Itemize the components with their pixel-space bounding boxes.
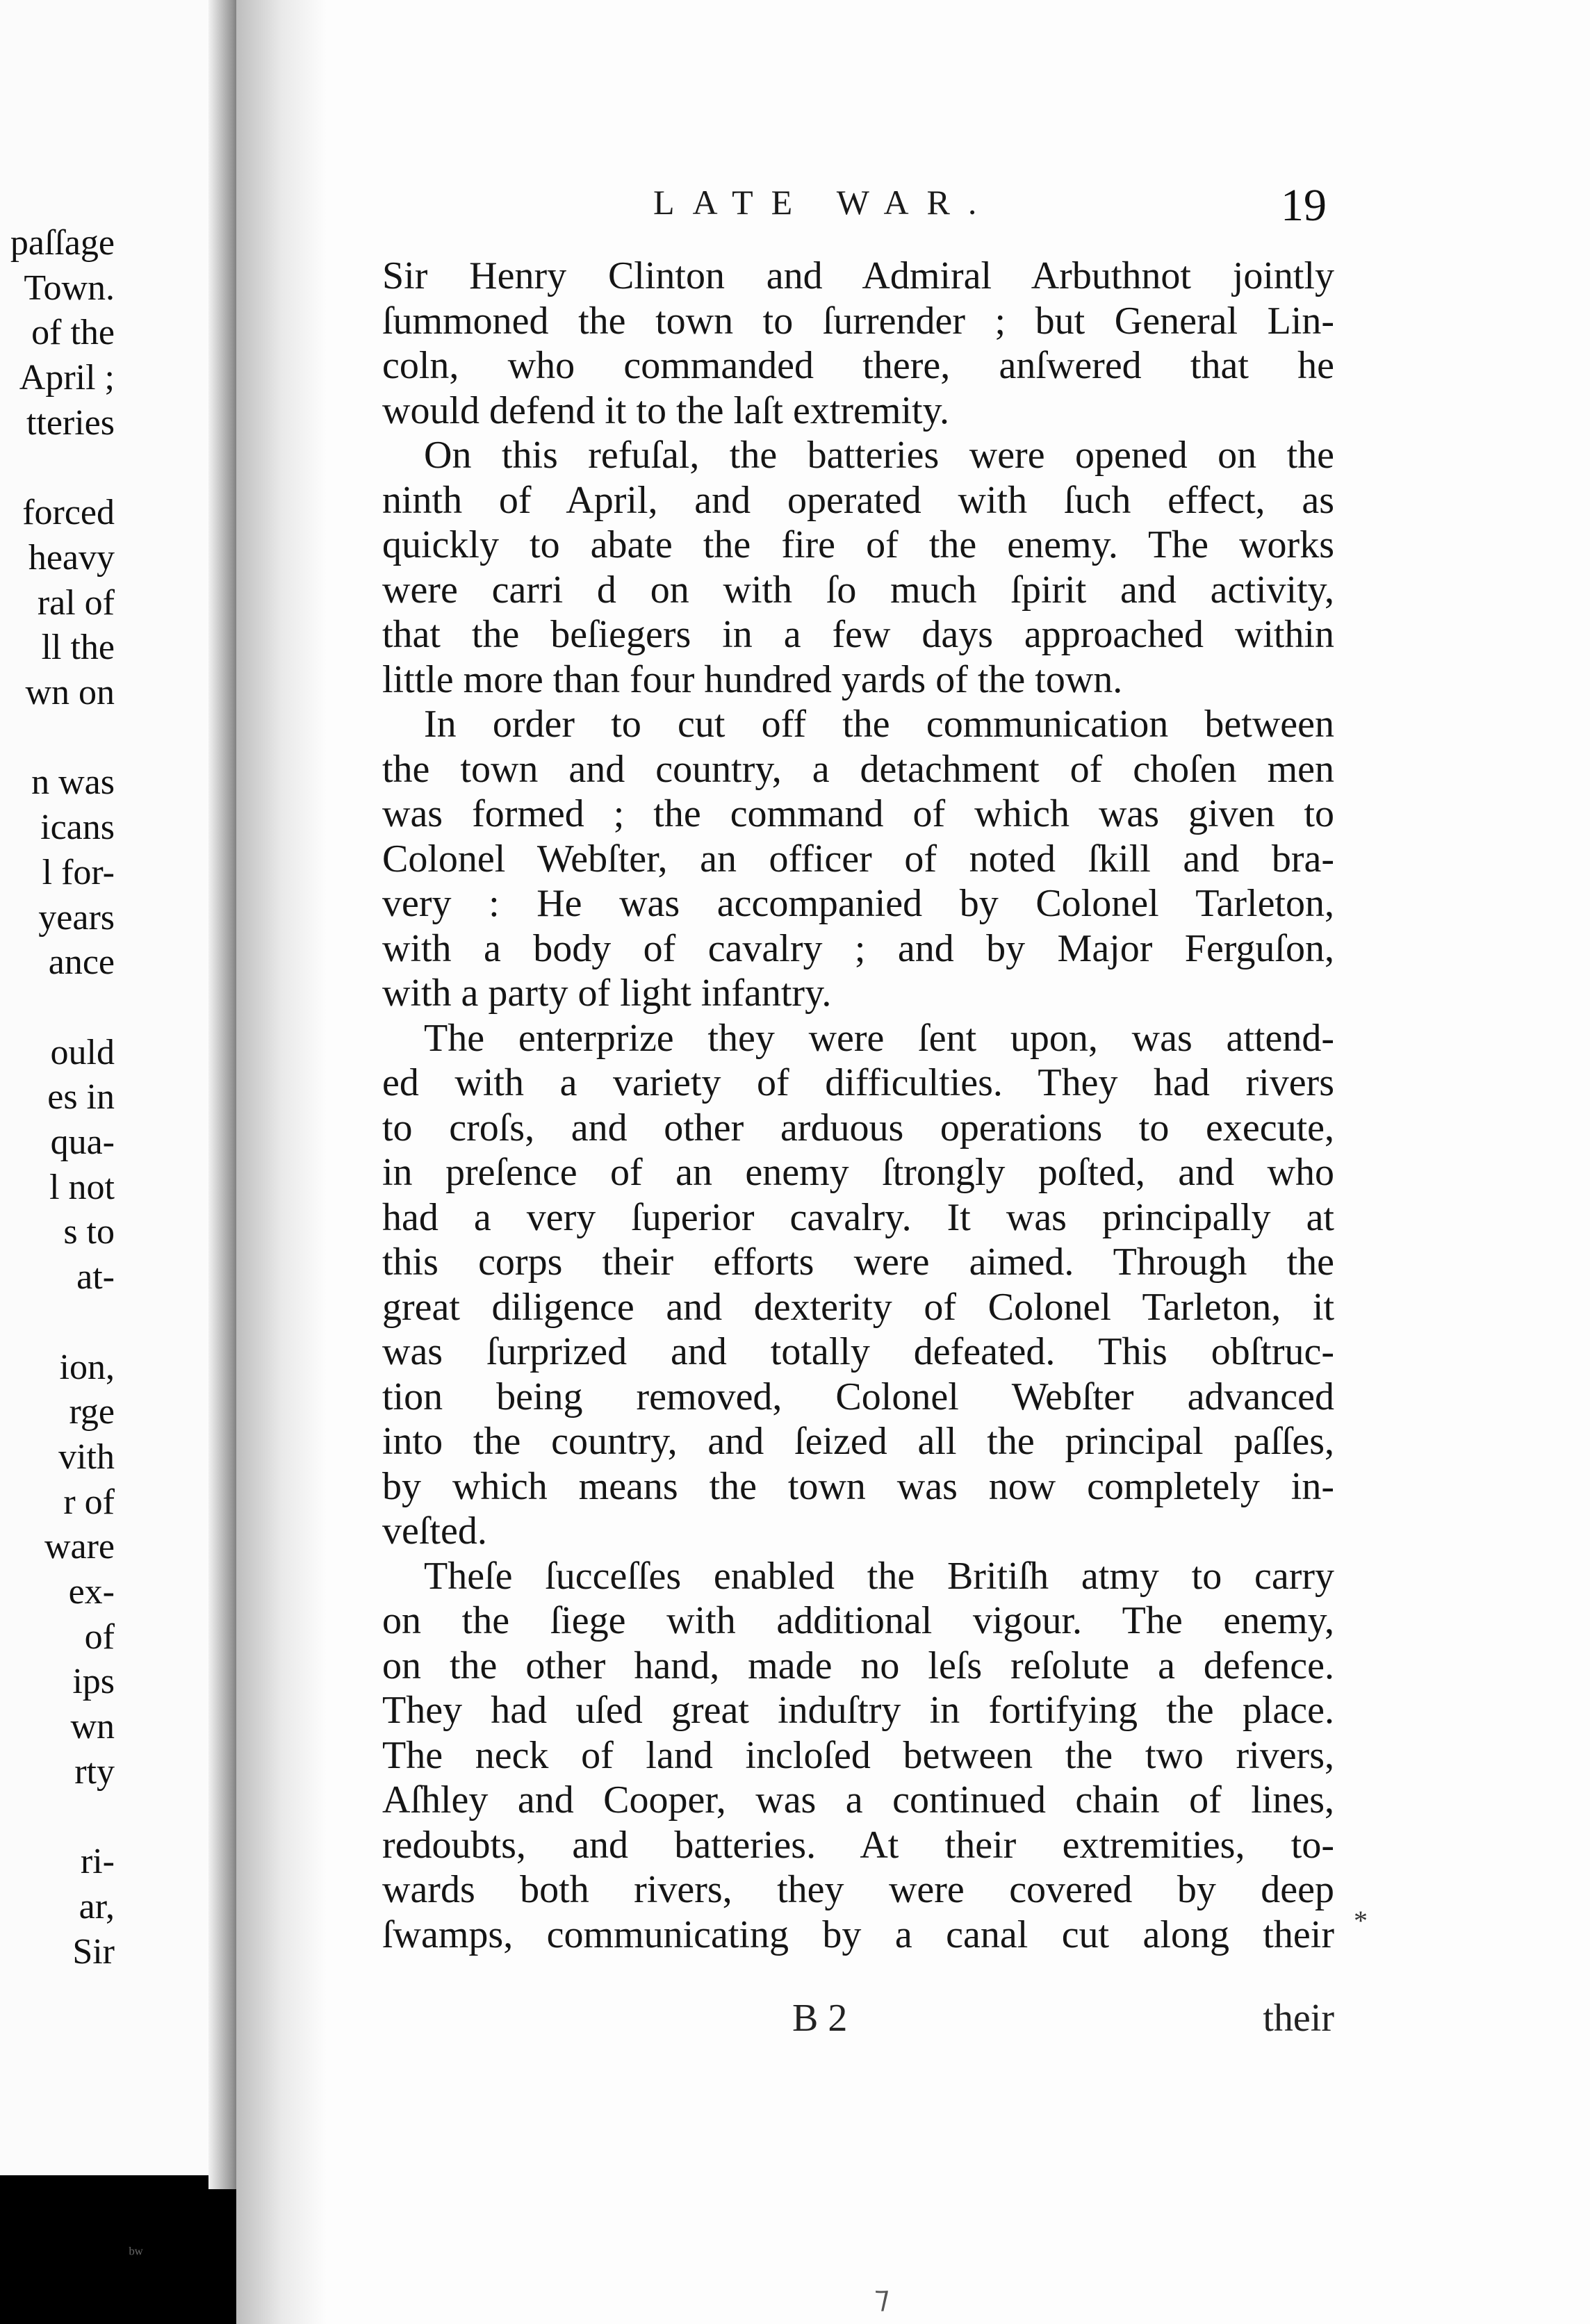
text-line: this corps their efforts were aimed. Through the	[382, 1241, 1334, 1284]
bottom-edge-mark: ⁊	[874, 2280, 890, 2314]
left-page-line-text: ar,	[79, 1886, 115, 1926]
text-line: by which means the town was now completely in-	[382, 1464, 1334, 1508]
left-page-line-text: qua-	[50, 1122, 115, 1162]
left-page-line-text: ould	[50, 1032, 115, 1072]
text-line: Aſhley and Cooper, was a continued chain of lines,	[382, 1778, 1334, 1822]
left-page-line-text: forced	[22, 493, 115, 533]
text-line: would defend it to the laſt extremity.	[382, 388, 949, 432]
text-line: in preſence of an enemy ſtrongly poſted, and who	[382, 1151, 1334, 1194]
left-page-line-text: ance	[48, 942, 115, 983]
left-page-line	[10, 221, 115, 265]
left-page-line	[25, 671, 115, 715]
left-page-line	[31, 760, 115, 805]
left-page-line-text: wn on	[25, 673, 115, 712]
text-line: They had uſed great induſtry in fortifying the place.	[382, 1689, 1334, 1732]
left-page-line-text: rge	[69, 1392, 115, 1432]
left-page-line	[51, 1120, 115, 1165]
binding-shadow	[236, 0, 327, 2324]
body-text	[382, 254, 1334, 1957]
left-page-line	[85, 1615, 115, 1660]
text-line: On this refuſal, the batteries were opened on the	[424, 434, 1334, 477]
left-page-line-text: vith	[58, 1437, 115, 1477]
left-page-line	[72, 1660, 115, 1704]
text-line: ninth of April, and operated with ſuch effect, as	[382, 478, 1334, 522]
left-page-line-text: years	[38, 897, 115, 938]
left-page-line-text: ips	[72, 1662, 115, 1702]
text-line: with a body of cavalry ; and by Major Ferguſon,	[382, 926, 1334, 970]
left-page-line-text: ral of	[37, 582, 115, 623]
text-line: tion being removed, Colonel Webſter advanced	[382, 1375, 1334, 1418]
left-page-line-text: heavy	[28, 537, 115, 578]
text-line: little more than four hundred yards of the town.	[382, 657, 1123, 701]
left-page-line	[76, 1255, 115, 1300]
signature-mark: B 2	[792, 1997, 848, 2040]
text-line: ſwamps, communicating by a canal cut along their	[382, 1913, 1334, 1956]
left-page-line	[28, 536, 115, 580]
text-line: The enterprize they were ſent upon, was attend-	[424, 1016, 1334, 1060]
left-page-line	[63, 1210, 115, 1254]
left-page-line-text: wn	[70, 1707, 115, 1747]
left-page-line	[69, 1390, 115, 1434]
text-line: had a very ſuperior cavalry. It was principally at	[382, 1195, 1334, 1239]
bottom-left-mark: ᵇʷ	[129, 2243, 143, 2265]
text-line: wards both rivers, they were covered by deep	[382, 1868, 1334, 1911]
text-line: quickly to abate the fire of the enemy. The works	[382, 523, 1334, 566]
left-page-line-text: tteries	[26, 402, 115, 443]
text-line: into the country, and ſeized all the principal paſſes,	[382, 1420, 1334, 1463]
left-page-line-text: icans	[40, 808, 115, 848]
text-line: on the other hand, made no leſs reſolute a defence.	[382, 1644, 1334, 1687]
left-page-line-text: ion,	[59, 1347, 115, 1387]
left-page-line	[19, 356, 115, 400]
left-page-line	[81, 1840, 115, 1884]
left-page-line-text: es in	[47, 1077, 115, 1118]
text-line: ed with a variety of difficulties. They had rivers	[382, 1061, 1334, 1104]
text-line: the town and country, a detachment of choſen men	[382, 747, 1334, 791]
left-page-line	[38, 581, 115, 625]
left-page-line-text: n was	[31, 762, 115, 803]
left-page-line-text: ri-	[80, 1842, 115, 1882]
left-page-line	[42, 851, 115, 895]
left-page-line-text: ex-	[68, 1572, 115, 1612]
left-page-line	[69, 1570, 115, 1614]
margin-asterisk: *	[1354, 1905, 1368, 1936]
left-page-line-text: l not	[49, 1167, 115, 1207]
left-page-line-text: Sir	[72, 1931, 115, 1972]
left-page-line	[24, 266, 115, 311]
catchword: their	[1263, 1997, 1334, 2040]
text-line: Sir Henry Clinton and Admiral Arbuthnot jointly	[382, 254, 1334, 297]
left-page-line	[22, 491, 115, 535]
text-line: very : He was accompanied by Colonel Tarleton,	[382, 882, 1334, 925]
left-page-line	[79, 1885, 115, 1929]
left-page-line-text: April ;	[19, 358, 115, 398]
left-page-line	[70, 1705, 115, 1749]
left-page-line	[72, 1930, 115, 1974]
text-line: Theſe ſucceſſes enabled the Britiſh atmy to carry	[424, 1554, 1334, 1598]
text-line: veſted.	[382, 1509, 487, 1553]
text-line: were carri d on with ſo much ſpirit and activity,	[382, 568, 1334, 612]
left-page-line	[49, 1165, 115, 1210]
text-line: redoubts, and batteries. At their extremities, to-	[382, 1823, 1334, 1867]
text-line: Colonel Webſter, an officer of noted ſkill and bra-	[382, 837, 1334, 881]
left-page-line	[74, 1750, 115, 1794]
left-page-line-text: paſſage	[10, 223, 115, 263]
left-page-line	[44, 1525, 115, 1569]
left-page-line-text: at-	[76, 1257, 115, 1298]
left-page-line	[63, 1480, 115, 1525]
left-page-line	[40, 805, 115, 850]
left-page-line	[42, 625, 115, 670]
text-line: with a party of light infantry.	[382, 972, 832, 1015]
catchline	[382, 1996, 1334, 2045]
running-head: LATE WAR.	[653, 183, 995, 222]
left-page-line	[49, 940, 115, 985]
page-number: 19	[1281, 180, 1327, 231]
left-page-line-text: of	[84, 1617, 115, 1657]
text-line: ſummoned the town to ſurrender ; but General Lin-	[382, 299, 1334, 343]
text-line: In order to cut off the communication between	[424, 703, 1334, 746]
left-page-fragment	[0, 0, 236, 2175]
left-page-line-text: r of	[63, 1482, 115, 1522]
text-line: was formed ; the command of which was given to	[382, 792, 1334, 835]
left-page-line-text: s to	[63, 1212, 115, 1252]
left-page-line-text: rty	[74, 1751, 115, 1792]
text-line: The neck of land incloſed between the two rivers,	[382, 1733, 1334, 1777]
text-line: was ſurprized and totally defeated. This obſtruc-	[382, 1330, 1334, 1373]
text-line: coln, who commanded there, anſwered that he	[382, 344, 1334, 387]
left-page-line	[38, 896, 115, 940]
left-page-line-text: Town.	[24, 268, 115, 308]
text-line: that the beſiegers in a few days approached within	[382, 613, 1334, 656]
left-page-line	[31, 311, 115, 355]
left-page-line-text: ll the	[41, 628, 115, 668]
left-page-line	[60, 1345, 115, 1390]
left-page-line-text: l for-	[42, 852, 115, 892]
text-line: great diligence and dexterity of Colonel Tarleton, it	[382, 1285, 1334, 1329]
left-page-line	[51, 1031, 115, 1075]
left-page-line-text: ware	[44, 1527, 115, 1567]
left-page-line-text: of the	[31, 313, 115, 353]
left-page-line	[47, 1075, 115, 1120]
text-line: on the ſiege with additional vigour. The enemy,	[382, 1599, 1334, 1642]
text-line: to croſs, and other arduous operations to execute,	[382, 1106, 1334, 1149]
left-page-line	[26, 401, 115, 445]
left-page-line	[58, 1435, 115, 1480]
